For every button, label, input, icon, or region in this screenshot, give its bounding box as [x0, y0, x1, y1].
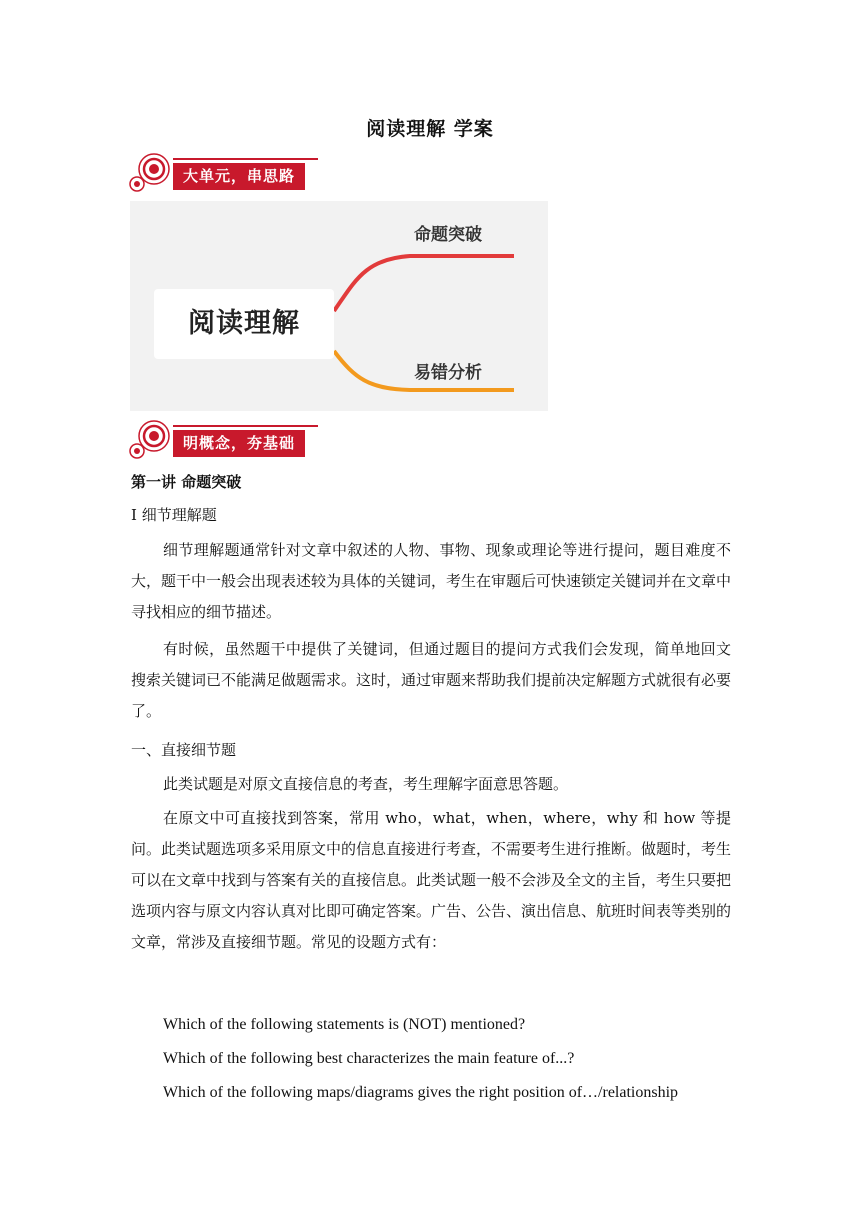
banner-label: 大单元，串思路 — [173, 163, 305, 190]
paragraph: 细节理解题通常针对文章中叙述的人物、事物、现象或理论等进行提问，题目难度不大，题干中一般会出现表述较为具体的关键词，考生在审题后可快速锁定关键词并在文章中寻找相应的细节描述。 — [131, 541, 732, 621]
example-question: Which of the following maps/diagrams gives the right position of…/relationship — [163, 1084, 679, 1101]
paragraph: 有时候，虽然题干中提供了关键词，但通过题目的提问方式我们会发现，简单地回文搜索关键词已不能满足做题需求。这时，通过审题来帮助我们提前决定解题方式就很有必要了。 — [131, 640, 732, 720]
paragraph: 此类试题是对原文直接信息的考查，考生理解字面意思答题。 — [163, 775, 569, 793]
mind-map-branch-top: 命题突破 — [414, 225, 482, 245]
subheading-detail-questions: I 细节理解题 — [131, 506, 217, 524]
banner-rule — [173, 425, 318, 427]
section-banner-1 — [128, 151, 328, 197]
mind-map-root: 阅读理解 — [154, 289, 334, 359]
document-title: 阅读理解 学案 — [366, 118, 494, 140]
target-rings-icon — [128, 418, 174, 464]
subheading-direct-detail: 一、直接细节题 — [131, 741, 237, 759]
mind-map-branch-bottom: 易错分析 — [414, 363, 482, 383]
banner-rule — [173, 158, 318, 160]
example-question: Which of the following best characterizes the main feature of...? — [163, 1050, 575, 1067]
section-banner-2 — [128, 418, 328, 464]
mind-map — [130, 201, 548, 411]
example-question: Which of the following statements is (NOT) mentioned? — [163, 1016, 526, 1033]
banner-label: 明概念，夯基础 — [173, 430, 305, 457]
lecture-heading: 第一讲 命题突破 — [131, 473, 242, 491]
paragraph: 在原文中可直接找到答案，常用 who，what，when，where，why 和 how 等提问。此类试题选项多采用原文中的信息直接进行考查，不需要考生进行推断。做题时，考生可以在文章中找到与答案有关的直接信息。此类试题一般不会涉及全文的主旨，考生只要把选项内容与原文内容认真对比即可确定答案。广告、公告、演出信息、航班时间表等类别的文章，常涉及直接细节题。常见的设题方式有： — [131, 809, 732, 951]
target-rings-icon — [128, 151, 174, 197]
